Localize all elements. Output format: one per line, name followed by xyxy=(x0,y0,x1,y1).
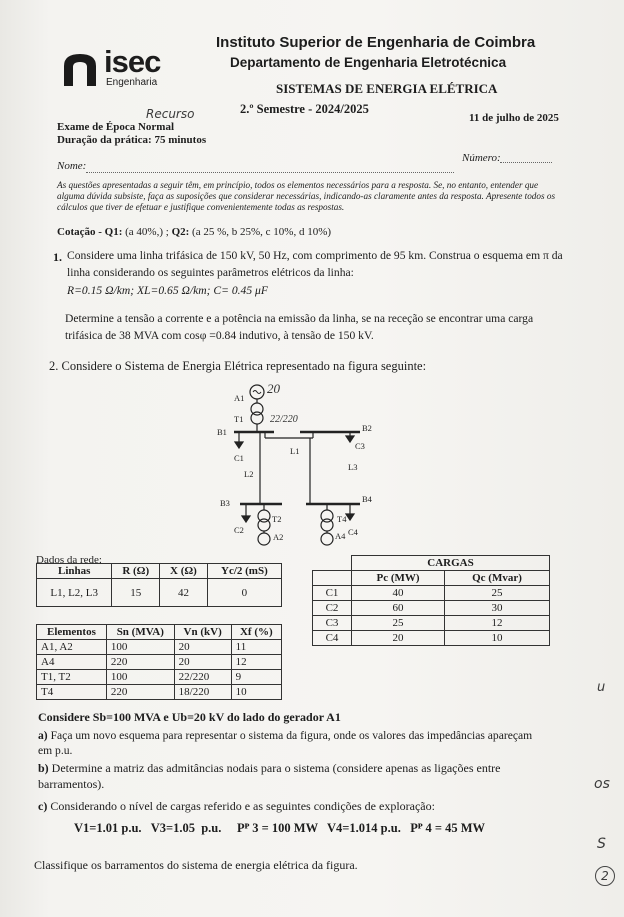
label-a2: A2 xyxy=(273,532,284,542)
question-a-text1: Faça um novo esquema para representar o sistema da figura, onde os valores das impedâncias apareçam xyxy=(50,729,533,742)
cargas-cell: C2 xyxy=(313,601,352,616)
elementos-cell: 220 xyxy=(106,685,174,700)
elementos-cell: A4 xyxy=(37,655,107,670)
label-c2: C2 xyxy=(234,525,244,535)
department-name: Departamento de Engenharia Eletrotécnica xyxy=(230,55,507,70)
cargas-cell: C1 xyxy=(313,586,352,601)
semester: 2.º Semestre - 2024/2025 xyxy=(240,102,369,116)
rede-cell: 15 xyxy=(112,579,160,607)
elementos-header: Vn (kV) xyxy=(174,625,231,640)
label-b3: B3 xyxy=(220,498,230,508)
q1-params: R=0.15 Ω/km; XL=0.65 Ω/km; C= 0.45 μF xyxy=(67,284,268,297)
elementos-cell: 12 xyxy=(231,655,281,670)
handwritten-20: 20 xyxy=(267,381,280,396)
elementos-cell: A1, A2 xyxy=(37,640,107,655)
question-b-text2: barramentos). xyxy=(38,777,105,791)
question-c-conditions: V1=1.01 p.u. V3=1.05 p.u. Pᴾ 3 = 100 MW V4=1.014 p.u. Pᴾ 4 = 45 MW xyxy=(74,821,486,835)
question-a-text2: em p.u. xyxy=(38,744,73,757)
rede-header: Linhas xyxy=(37,564,112,579)
name-field xyxy=(86,172,454,173)
label-b2: B2 xyxy=(362,423,372,433)
course-title: SISTEMAS DE ENERGIA ELÉTRICA xyxy=(276,81,498,96)
question-b-label: b) xyxy=(38,761,49,775)
question-c-text: Considerando o nível de cargas referido e as seguintes condições de exploração: xyxy=(50,799,435,813)
instructions: As questões apresentadas a seguir têm, em princípio, todos os elementos necessários para a resposta. Se, no entanto, entender que alguma dúvida subsiste, faça as suposições que considerar necessárias, indicando-as claramente antes da resposta. Apresente todos os cálculos que tiver de efetuar e justifique convenientemente todas as respostas. xyxy=(57,180,556,212)
label-c4: C4 xyxy=(348,527,358,537)
question-c xyxy=(38,799,435,814)
q1-text1: Determine a tensão a corrente e a potência na emissão da linha, se na receção se encontrar uma carga xyxy=(65,312,534,325)
cargas-table xyxy=(312,555,550,646)
label-c1: C1 xyxy=(234,453,244,463)
elementos-table xyxy=(36,624,282,700)
q1-number: 1. xyxy=(53,250,62,264)
cargas-cell: C3 xyxy=(313,616,352,631)
cargas-cell: 20 xyxy=(352,631,445,646)
cargas-cell: 60 xyxy=(352,601,445,616)
rede-table xyxy=(36,563,282,607)
label-a1: A1 xyxy=(234,393,245,403)
handwritten-recurso: Recurso xyxy=(146,107,195,121)
cargas-title: CARGAS xyxy=(352,556,550,571)
elementos-cell: 20 xyxy=(174,640,231,655)
label-l2: L2 xyxy=(244,469,254,479)
elementos-header: Elementos xyxy=(37,625,107,640)
elementos-cell: 9 xyxy=(231,670,281,685)
q1-line1: Considere uma linha trifásica de 150 kV, 50 Hz, com comprimento de 95 km. Construa o esquema em π da xyxy=(67,249,563,262)
elementos-cell: 10 xyxy=(231,685,281,700)
number-field xyxy=(500,162,552,163)
rede-header: Yc/2 (mS) xyxy=(207,564,281,579)
exam-duration: Duração da prática: 75 minutos xyxy=(57,134,207,146)
cargas-cell: 25 xyxy=(352,616,445,631)
name-label: Nome: xyxy=(57,160,87,172)
label-t1: T1 xyxy=(234,414,244,424)
power-system-diagram xyxy=(210,378,390,548)
elementos-header: Sn (MVA) xyxy=(106,625,174,640)
isec-logo-icon xyxy=(62,52,102,88)
generator-a2-icon xyxy=(258,533,270,545)
q1-text2: trifásica de 38 MVA com cosφ =0.84 indutivo, à tensão de 150 kV. xyxy=(65,329,374,342)
label-b1: B1 xyxy=(217,427,227,437)
cotacao-label: Cotação - Q1: xyxy=(57,226,123,238)
q1-line2: linha considerando os seguintes parâmetros elétricos da linha: xyxy=(67,266,354,279)
rede-header: R (Ω) xyxy=(112,564,160,579)
question-a xyxy=(38,729,532,742)
elementos-cell: 20 xyxy=(174,655,231,670)
rede-cell: 0 xyxy=(207,579,281,607)
number-label: Número: xyxy=(462,152,501,164)
cotacao-q2: (a 25 %, b 25%, c 10%, d 10%) xyxy=(192,226,332,238)
label-t2: T2 xyxy=(272,514,282,524)
institute-name: Instituto Superior de Engenharia de Coimbra xyxy=(216,34,536,51)
label-l1: L1 xyxy=(290,446,300,456)
considere-statement: Considere Sb=100 MVA e Ub=20 kV do lado do gerador A1 xyxy=(38,710,341,724)
margin-mark-3: S xyxy=(597,836,606,852)
cargas-header: Pc (MW) xyxy=(352,571,445,586)
question-b-text1: Determine a matriz das admitâncias nodais para o sistema (considere apenas as ligações entre xyxy=(51,761,501,775)
elementos-cell: 11 xyxy=(231,640,281,655)
question-c-label: c) xyxy=(38,799,48,813)
logo-name: isec xyxy=(104,44,161,79)
question-a-label: a) xyxy=(38,729,48,742)
load-c4-icon xyxy=(346,514,354,520)
closing-instruction: Classifique os barramentos do sistema de energia elétrica da figura. xyxy=(34,858,358,872)
generator-a4-icon xyxy=(321,533,333,545)
cargas-cell: 30 xyxy=(445,601,550,616)
label-l3: L3 xyxy=(348,462,358,472)
rede-header: X (Ω) xyxy=(160,564,208,579)
logo-subtitle: Engenharia xyxy=(106,77,158,88)
cargas-header: Qc (Mvar) xyxy=(445,571,550,586)
load-c3-icon xyxy=(346,436,354,442)
label-a4: A4 xyxy=(335,531,346,541)
label-t4: T4 xyxy=(337,514,347,524)
cargas-cell: 12 xyxy=(445,616,550,631)
cargas-cell: 25 xyxy=(445,586,550,601)
handwritten-ratio: 22/220 xyxy=(270,414,298,425)
page-number-circle: 2 xyxy=(595,866,615,886)
rede-cell: 42 xyxy=(160,579,208,607)
elementos-header: Xf (%) xyxy=(231,625,281,640)
label-c3: C3 xyxy=(355,441,365,451)
cargas-cell: 10 xyxy=(445,631,550,646)
cotacao xyxy=(57,226,331,238)
cargas-header xyxy=(313,571,352,586)
exam-type: Exame de Época Normal xyxy=(57,121,175,133)
elementos-cell: 18/220 xyxy=(174,685,231,700)
question-b xyxy=(38,761,501,776)
elementos-cell: T1, T2 xyxy=(37,670,107,685)
elementos-cell: 22/220 xyxy=(174,670,231,685)
rede-cell: L1, L2, L3 xyxy=(37,579,112,607)
margin-mark-1: u xyxy=(597,680,606,695)
rede-caption: Dados da rede: xyxy=(36,554,102,566)
q2-title: 2. Considere o Sistema de Energia Elétrica representado na figura seguinte: xyxy=(49,359,427,373)
load-c1-icon xyxy=(235,442,243,448)
exam-date: 11 de julho de 2025 xyxy=(469,112,559,124)
elementos-cell: 100 xyxy=(106,670,174,685)
margin-mark-2: os xyxy=(594,776,610,792)
cotacao-q2-label: Q2: xyxy=(171,226,190,238)
cotacao-q1: (a 40%,) ; xyxy=(125,226,169,238)
elementos-cell: 100 xyxy=(106,640,174,655)
elementos-cell: T4 xyxy=(37,685,107,700)
cargas-cell: 40 xyxy=(352,586,445,601)
cargas-cell: C4 xyxy=(313,631,352,646)
label-b4: B4 xyxy=(362,494,372,504)
elementos-cell: 220 xyxy=(106,655,174,670)
load-c2-icon xyxy=(242,516,250,522)
